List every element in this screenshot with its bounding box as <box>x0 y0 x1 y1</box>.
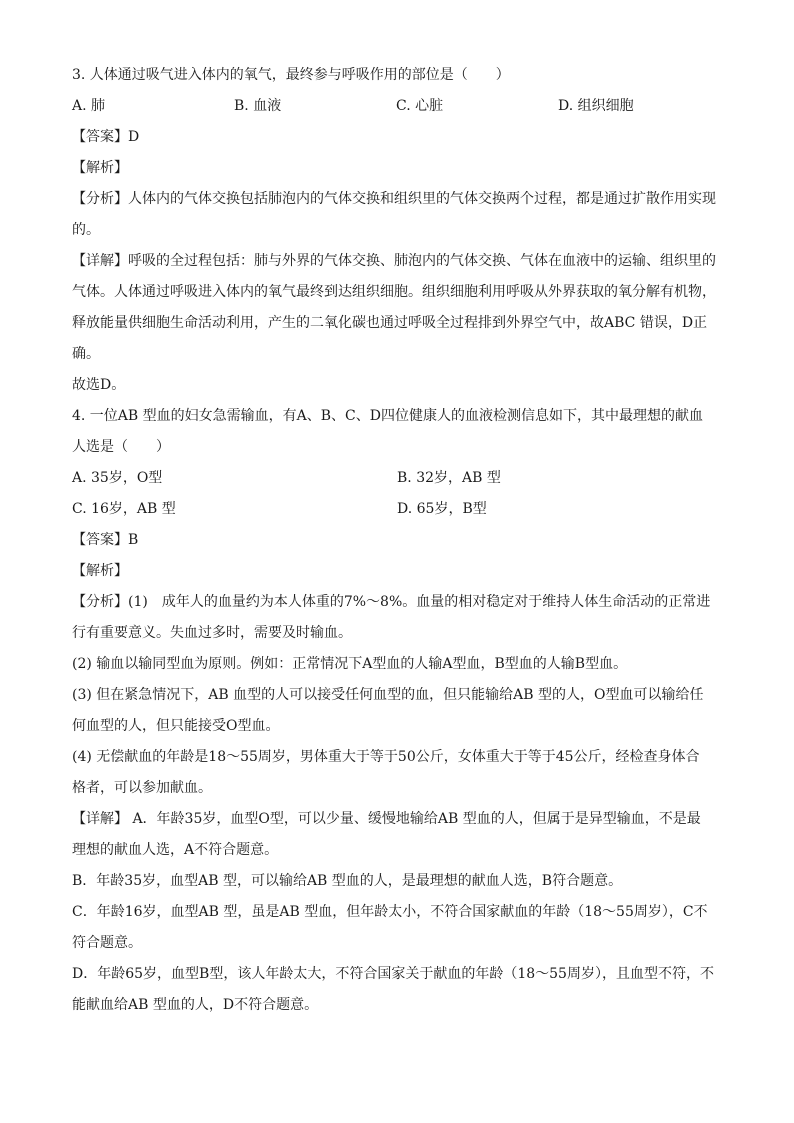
analysis-line: 何血型的人，但只能接受O型血。 <box>72 718 280 734</box>
detail-line: C．年龄16岁，血型AB 型，虽是AB 型血，但年龄太小，不符合国家献血的年龄（18～55周岁），C不 <box>72 904 708 920</box>
analysis-line: (2) 输血以输同型血为原则。例如：正常情况下A型血的人输A型血，B型血的人输B型血。 <box>72 656 628 672</box>
detail-line: D．年龄65岁，血型B型，该人年龄太大，不符合国家关于献血的年龄（18～55周岁），且血型不符，不 <box>72 966 714 982</box>
conclusion-line: 故选D。 <box>72 377 126 393</box>
options-row <box>72 494 724 525</box>
document-page <box>72 60 724 1021</box>
detail-line: B．年龄35岁，血型AB 型，可以输给AB 型血的人，是最理想的献血人选，B符合题意。 <box>72 873 623 889</box>
analysis-heading: 【解析】 <box>72 160 128 176</box>
detail-line: 符合题意。 <box>72 935 142 951</box>
analysis-heading: 【解析】 <box>72 563 128 579</box>
analysis-line: 的。 <box>72 222 100 238</box>
detail-line: 能献血给AB 型血的人，D不符合题意。 <box>72 997 319 1013</box>
option-a: A. 肺 <box>72 98 106 114</box>
detail-line: 理想的献血人选，A不符合题意。 <box>72 842 279 858</box>
analysis-line: 格者，可以参加献血。 <box>72 780 212 796</box>
question-stem: 人选是（ ） <box>72 439 170 455</box>
detail-line: 确。 <box>72 346 100 362</box>
option-b: B. 血液 <box>234 98 282 114</box>
detail-line: 【详解】 A．年龄35岁，血型O型，可以少量、缓慢地输给AB 型血的人，但属于是异型输血，不是最 <box>72 811 701 827</box>
analysis-line: (4) 无偿献血的年龄是18～55周岁，男体重大于等于50公斤，女体重大于等于45公斤，经检查身体合 <box>72 749 700 765</box>
option-d: D. 组织细胞 <box>558 98 634 114</box>
answer-line: 【答案】D <box>72 129 140 145</box>
options-row <box>72 463 724 494</box>
question-3 <box>72 60 724 401</box>
options-row <box>72 91 724 122</box>
analysis-line: 【分析】人体内的气体交换包括肺泡内的气体交换和组织里的气体交换两个过程，都是通过扩散作用实现 <box>72 191 716 207</box>
question-4 <box>72 401 724 1021</box>
option-c: C. 16岁，AB 型 <box>72 501 176 517</box>
option-b: B. 32岁，AB 型 <box>397 470 501 486</box>
option-c: C. 心脏 <box>396 98 444 114</box>
option-d: D. 65岁，B型 <box>397 501 487 517</box>
analysis-line: 【分析】(1) 成年人的血量约为本人体重的7%～8%。血量的相对稳定对于维持人体生命活动的正常进 <box>72 594 711 610</box>
detail-line: 释放能量供细胞生命活动利用，产生的二氧化碳也通过呼吸全过程排到外界空气中，故ABC 错误，D正 <box>72 315 708 331</box>
analysis-line: 行有重要意义。失血过多时，需要及时输血。 <box>72 625 352 641</box>
analysis-line: (3) 但在紧急情况下，AB 血型的人可以接受任何血型的血，但只能输给AB 型的人，O型血可以输给任 <box>72 687 704 703</box>
detail-line: 【详解】呼吸的全过程包括：肺与外界的气体交换、肺泡内的气体交换、气体在血液中的运输、组织里的 <box>72 253 716 269</box>
question-stem: 3. 人体通过吸气进入体内的氧气，最终参与呼吸作用的部位是（ ） <box>72 67 510 83</box>
detail-line: 气体。人体通过呼吸进入体内的氧气最终到达组织细胞。组织细胞利用呼吸从外界获取的氧分解有机物， <box>72 284 716 300</box>
question-stem: 4. 一位AB 型血的妇女急需输血，有A、B、C、D四位健康人的血液检测信息如下，其中最理想的献血 <box>72 408 703 424</box>
answer-line: 【答案】B <box>72 532 139 548</box>
option-a: A. 35岁，O型 <box>72 470 163 486</box>
